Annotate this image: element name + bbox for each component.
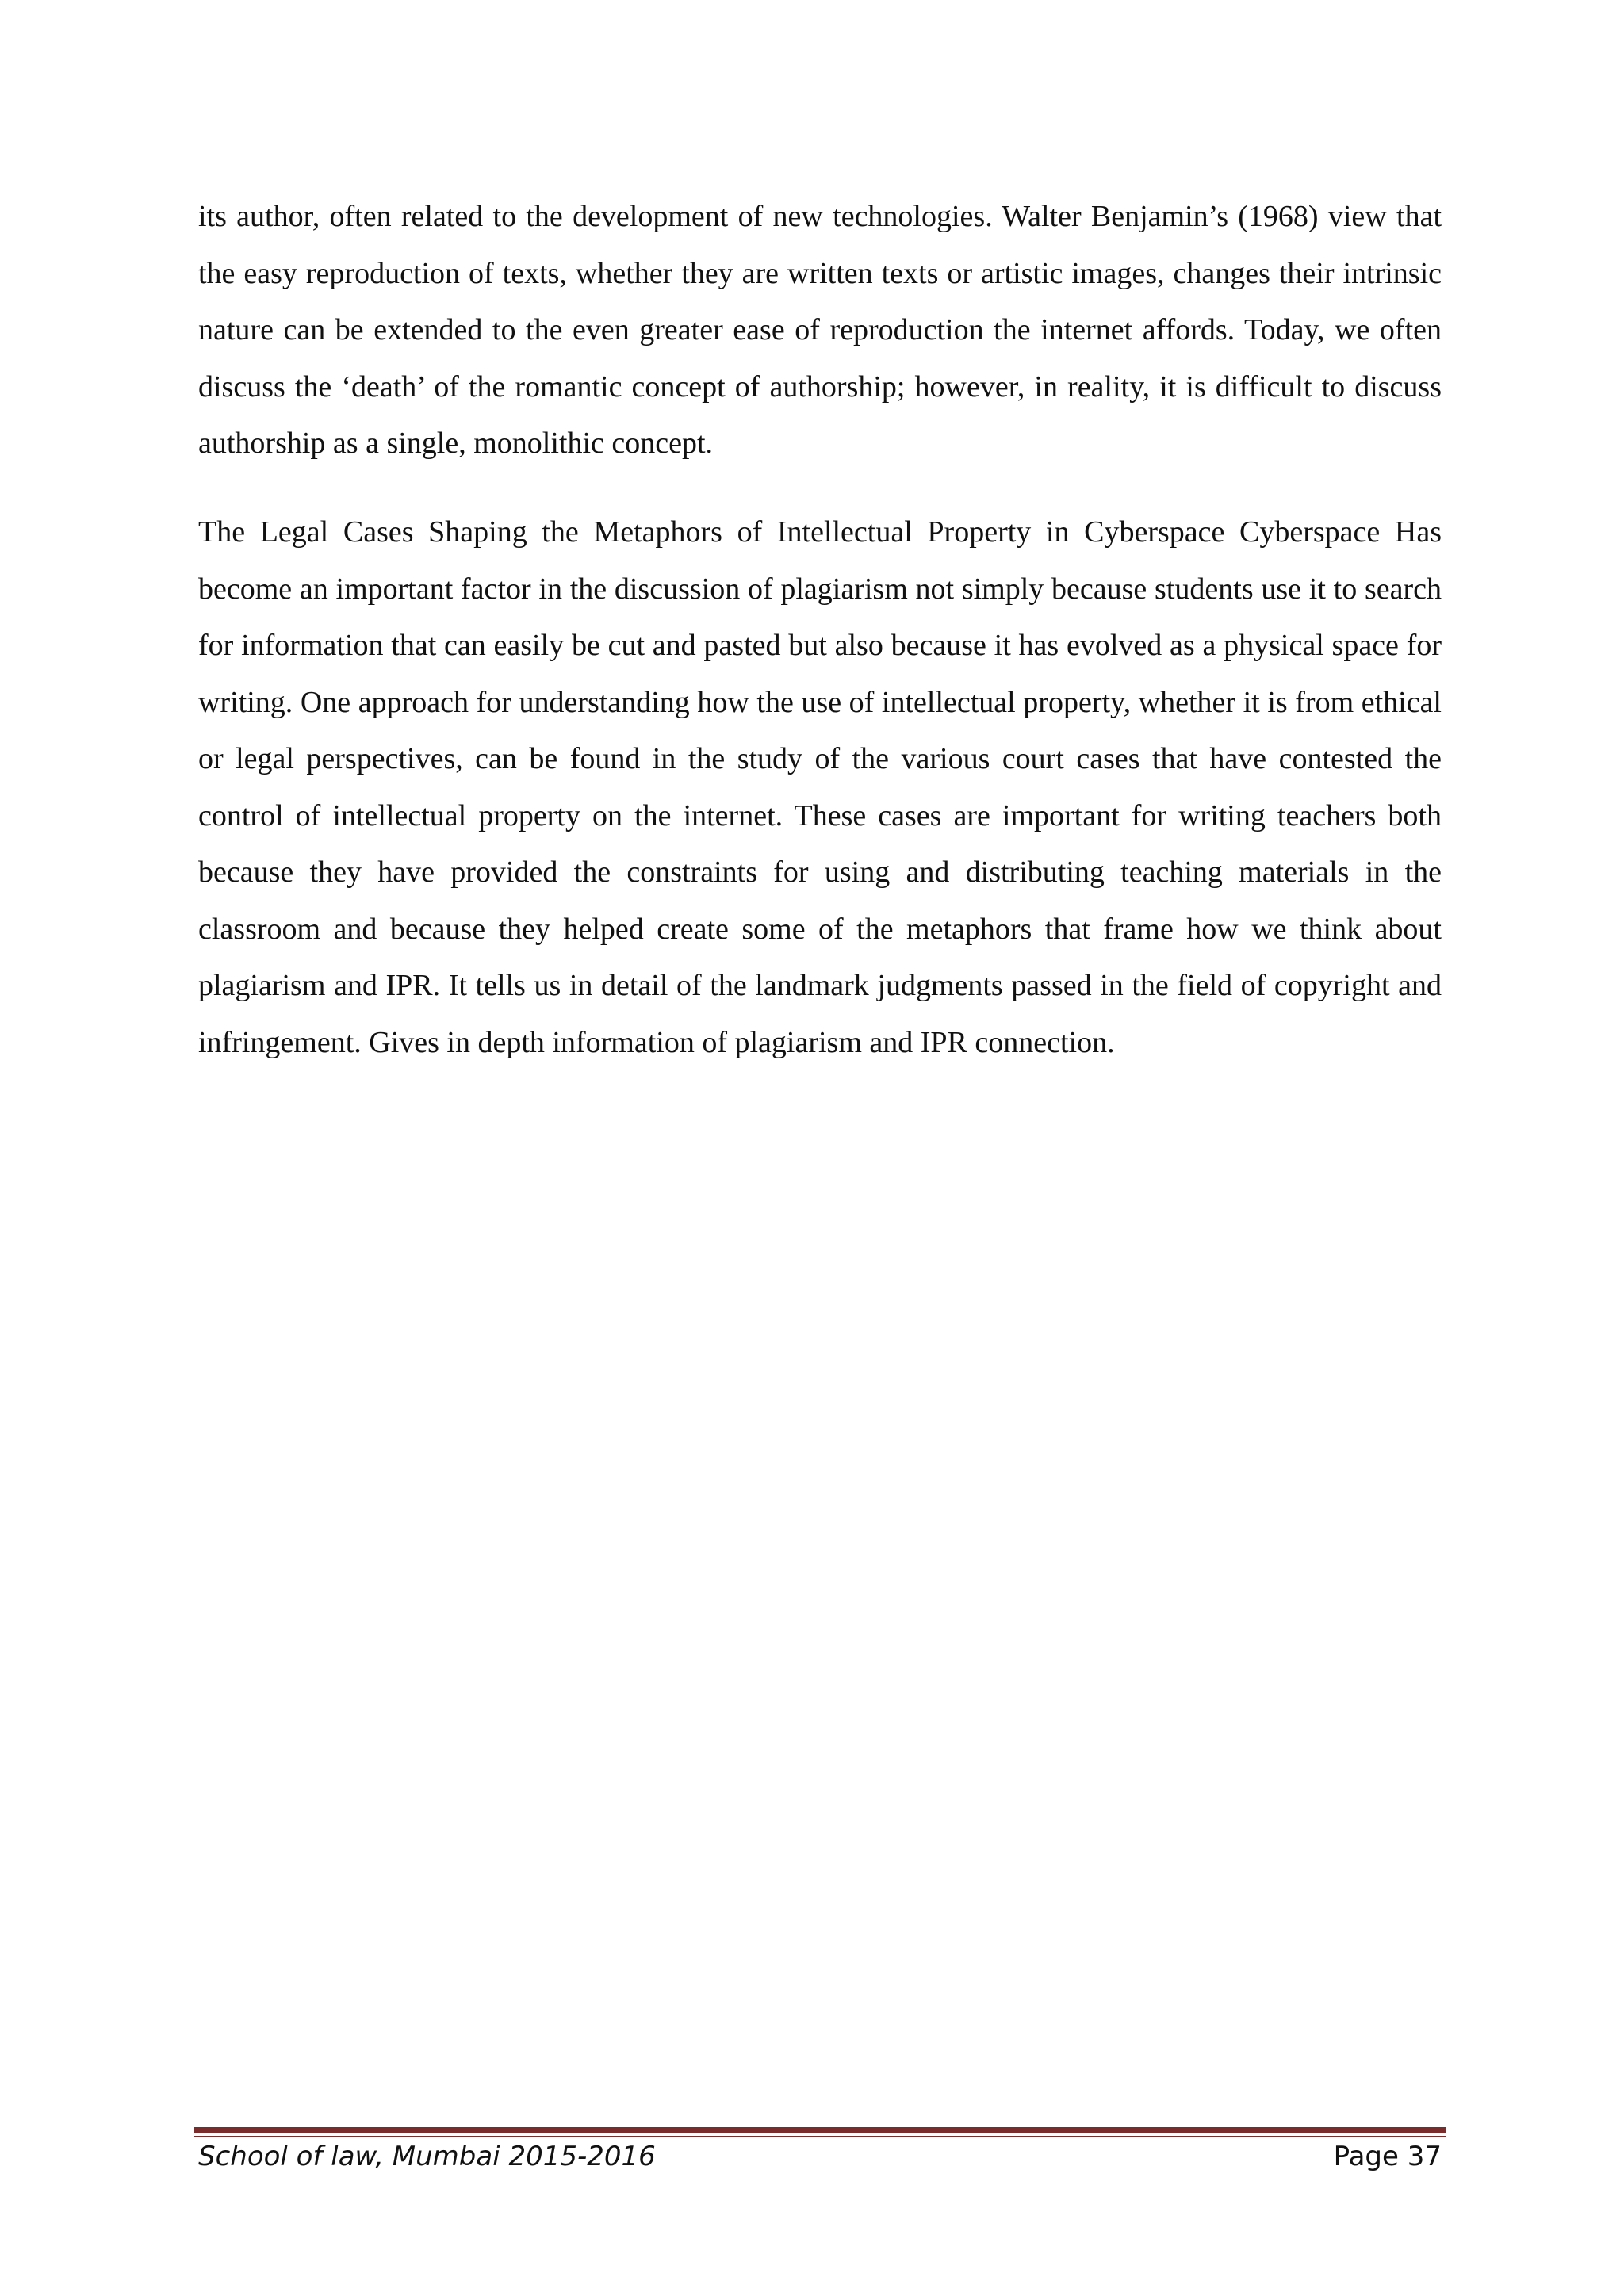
footer-rule-thick xyxy=(194,2127,1446,2133)
footer-rule-thin xyxy=(194,2136,1446,2137)
footer-school-label: School of law, Mumbai 2015-2016 xyxy=(198,2141,656,2172)
body-paragraph-1: its author, often related to the development of new technologies. Walter Benjamin’s (1968) view that the easy reproduction of texts, whether they are written texts or artistic images, changes their intrinsic nature can be extended to the even greater ease of reproduction the internet affords. Today, we often discuss the ‘death’ of the romantic concept of authorship; however, in reality, it is difficult to discuss authorship as a single, monolithic concept. xyxy=(198,200,1442,460)
page-number: Page 37 xyxy=(1333,2141,1442,2172)
body-paragraph-2: The Legal Cases Shaping the Metaphors of Intellectual Property in Cyberspace Cyberspace Has become an important factor in the discussion of plagiarism not simply because students use it to search for information that can easily be cut and pasted but also because it has evolved as a physical space for writing. One approach for understanding how the use of intellectual property, whether it is from ethical or legal perspectives, can be found in the study of the various court cases that have contested the control of intellectual property on the internet. These cases are important for writing teachers both because they have provided the constraints for using and distributing teaching materials in the classroom and because they helped create some of the metaphors that frame how we think about plagiarism and IPR. It tells us in detail of the landmark judgments passed in the field of copyright and infringement. Gives in depth information of plagiarism and IPR connection. xyxy=(198,515,1442,1059)
